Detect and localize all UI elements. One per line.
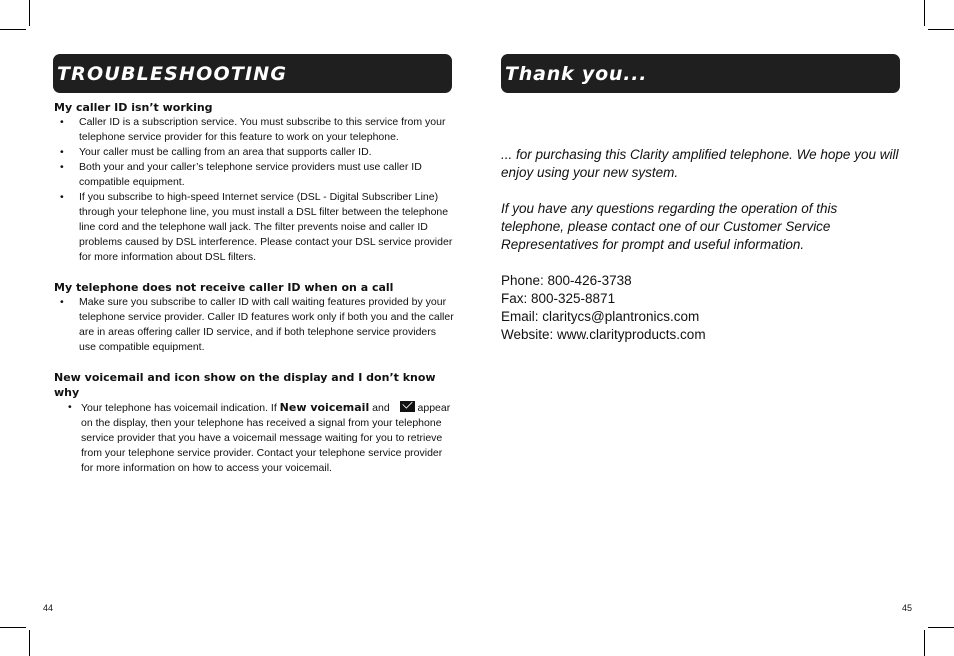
page-number: 44 (43, 603, 54, 613)
crop-mark (924, 630, 925, 656)
email-line: Email: claritycs@plantronics.com (501, 309, 700, 324)
thank-you-banner (501, 54, 900, 93)
thank-you-content (501, 146, 901, 344)
troubleshooting-banner (53, 54, 452, 93)
item-text: Your telephone has voicemail indication. If (81, 402, 280, 414)
website-line: Website: www.clarityproducts.com (501, 327, 706, 342)
crop-mark (0, 627, 26, 628)
crop-mark (928, 29, 954, 30)
banner-title: TROUBLESHOOTING (57, 62, 288, 85)
bullet-list (54, 295, 454, 355)
item-text: and (369, 402, 393, 414)
crop-mark (928, 627, 954, 628)
page-number: 45 (902, 603, 913, 613)
new-voicemail-label: New voicemail (279, 401, 370, 414)
list-item (54, 400, 454, 476)
bullet-list (54, 115, 454, 265)
list-item: • Make sure you subscribe to caller ID with call waiting features provided by your telephone service provider. Caller ID features work only if both you and the caller are in areas offering caller ID service, and if both telephone service providers use compatible equipment. (54, 295, 454, 355)
fax-line: Fax: 800-325-8871 (501, 291, 616, 306)
contact-paragraph: If you have any questions regarding the operation of this telephone, please contact one of our Customer Service Representatives for prompt and useful information. (501, 201, 838, 252)
list-item: • If you subscribe to high-speed Internet service (DSL - Digital Subscriber Line) through your telephone line, you must install a DSL filter between the telephone line cord and the telephone wall jack. The filter prevents noise and caller ID problems caused by DSL interference. Please contact your DSL service provider for more information about DSL filters. (54, 190, 454, 265)
banner-title: Thank you... (505, 62, 648, 85)
troubleshooting-content (54, 100, 454, 476)
list-item: • Both your and your caller’s telephone service providers must use caller ID compatible equipment. (54, 160, 454, 190)
section-heading: My telephone does not receive caller ID when on a call (54, 281, 394, 294)
section-heading: My caller ID isn’t working (54, 101, 213, 114)
bullet-list (54, 400, 454, 476)
section-heading: New voicemail and icon show on the display and I don’t know why (54, 371, 436, 399)
crop-mark (924, 0, 925, 26)
list-item: • Caller ID is a subscription service. You must subscribe to this service from your telephone service provider for this feature to work on your telephone. (54, 115, 454, 145)
item-text: appear on the display, then your telephone has received a signal from your telephone service provider that you have a voicemail message waiting for you to retrieve from your telephone service provider. Contact your telephone service provider for more information on how to access your voicemail. (81, 402, 451, 474)
crop-mark (0, 29, 26, 30)
crop-mark (29, 630, 30, 656)
crop-mark (29, 0, 30, 26)
phone-line: Phone: 800-426-3738 (501, 273, 632, 288)
list-item: • Your caller must be calling from an area that supports caller ID. (54, 145, 454, 160)
thank-you-paragraph: ... for purchasing this Clarity amplified telephone. We hope you will enjoy using your new system. (501, 147, 899, 180)
envelope-icon (400, 401, 415, 412)
